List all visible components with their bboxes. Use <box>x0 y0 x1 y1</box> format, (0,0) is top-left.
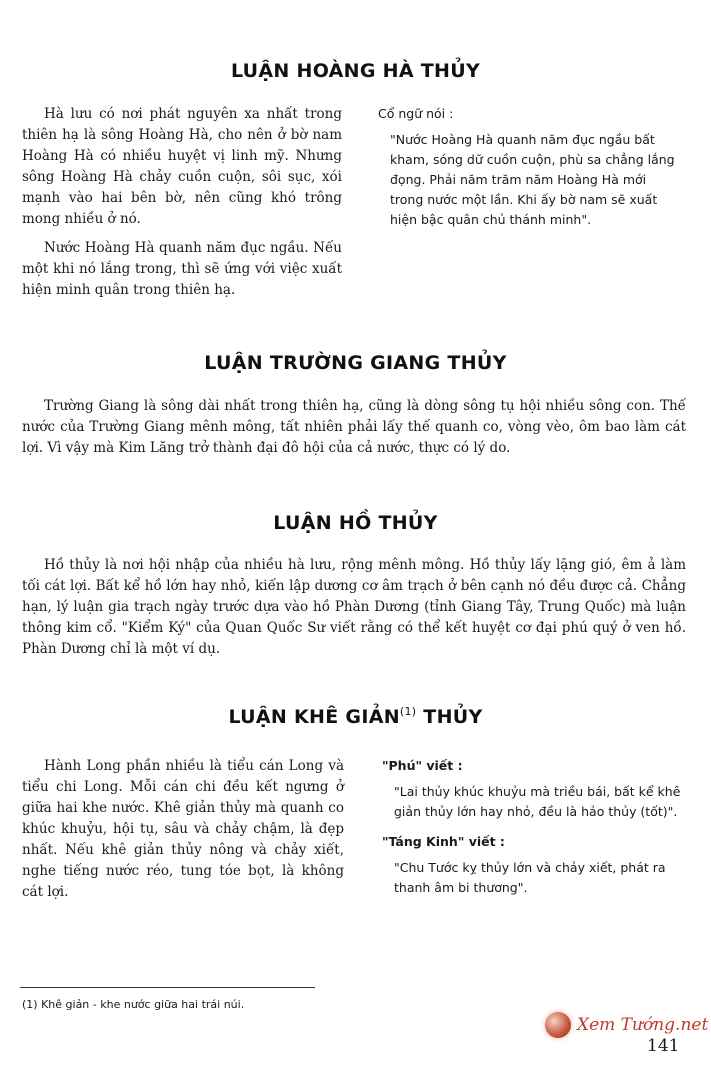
truong-giang-body <box>22 396 686 467</box>
ho-body <box>22 555 686 668</box>
quote-intro: "Táng Kinh" viết : <box>382 834 505 849</box>
quote-text: "Nước Hoàng Hà quanh năm đục ngầu bất kham, sóng dữ cuồn cuộn, phù sa chẳng lắng đọng. Phải năm trăm năm Hoàng Hà mới trong nước một lần. Khi ấy bờ nam sẽ xuất hiện bậc quân chủ thánh minh". <box>390 132 675 227</box>
footnote-divider <box>20 987 315 988</box>
title-suffix: THỦY <box>416 706 483 728</box>
quote-intro: Cổ ngữ nói : <box>378 106 454 121</box>
khe-gian-right-column <box>382 756 682 908</box>
paragraph: Trường Giang là sông dài nhất trong thiên hạ, cũng là dòng sông tụ hội nhiều sông con. Thế nước của Trường Giang mênh mông, tất nhiên phải lấy thế quanh co, vòng vèo, ôm bao làm cát lợi. Vì vậy mà Kim Lăng trở thành đại đô hội của cả nước, thực có lý do. <box>22 398 686 456</box>
watermark-text: Xem Tướng.net <box>577 1015 709 1035</box>
footnote-ref: (1) <box>399 705 417 718</box>
paragraph: Hành Long phần nhiều là tiểu cán Long và tiểu chi Long. Mỗi cán chi đều kết ngưng ở giữa hai khe nước. Khê giản thủy mà quanh co khúc khuỷu, hội tụ, sâu và chảy chậm, là đẹp nhất. Nếu khê giản thủy nông và chảy xiết, nghe tiếng nước réo, tung tóe bọt, là không cát lợi. <box>22 758 344 900</box>
khe-gian-left-column <box>22 756 344 911</box>
section-title-khe-gian <box>0 705 711 728</box>
section-title-ho: LUẬN HỒ THỦY <box>273 512 438 534</box>
section-title-truong-giang: LUẬN TRƯỜNG GIANG THỦY <box>204 352 507 374</box>
hoang-ha-left-column <box>22 104 342 309</box>
paragraph: Hà lưu có nơi phát nguyên xa nhất trong thiên hạ là sông Hoàng Hà, cho nên ở bờ nam Hoàng Hà có nhiều huyệt vị linh mỹ. Nhưng sông Hoàng Hà chảy cuồn cuộn, sôi sục, xói mạnh vào hai bên bờ, nên cũng khó trông mong nhiều ở nó. <box>22 106 342 227</box>
quote-text: "Chu Tước kỵ thủy lớn và chảy xiết, phát ra thanh âm bi thương". <box>394 860 666 895</box>
footnote: (1) Khê giản - khe nước giữa hai trái núi. <box>22 998 245 1011</box>
paragraph: Nước Hoàng Hà quanh năm đục ngầu. Nếu một khi nó lắng trong, thì sẽ ứng với việc xuất hiện minh quân trong thiên hạ. <box>22 240 342 298</box>
hoang-ha-right-column <box>378 104 678 240</box>
section-title-hoang-ha: LUẬN HOÀNG HÀ THỦY <box>230 60 481 82</box>
title-main: LUẬN KHÊ GIẢN <box>228 706 400 728</box>
quote-text: "Lai thủy khúc khuỷu mà triều bái, bất kể khê giản thủy lớn hay nhỏ, đều là hảo thủy (tốt)". <box>394 784 681 819</box>
paragraph: Hồ thủy là nơi hội nhập của nhiều hà lưu, rộng mênh mông. Hồ thủy lấy lặng gió, êm ả làm tối cát lợi. Bất kể hồ lớn hay nhỏ, kiến lập dương cơ âm trạch ở bên cạnh nó đều được cả. Chẳng hạn, lý luận gia trạch ngày trước dựa vào hồ Phàn Dương (tỉnh Giang Tây, Trung Quốc) mà luận thông kim cổ. "Kiểm Ký" của Quan Quốc Sư viết rằng có thể kết huyệt cơ đại phú quý ở ven hồ. Phàn Dương chỉ là một ví dụ. <box>22 557 686 657</box>
quote-intro: "Phú" viết : <box>382 758 463 773</box>
yin-yang-icon <box>545 1012 571 1038</box>
site-watermark <box>545 1012 708 1038</box>
page-number: 141 <box>647 1036 680 1056</box>
